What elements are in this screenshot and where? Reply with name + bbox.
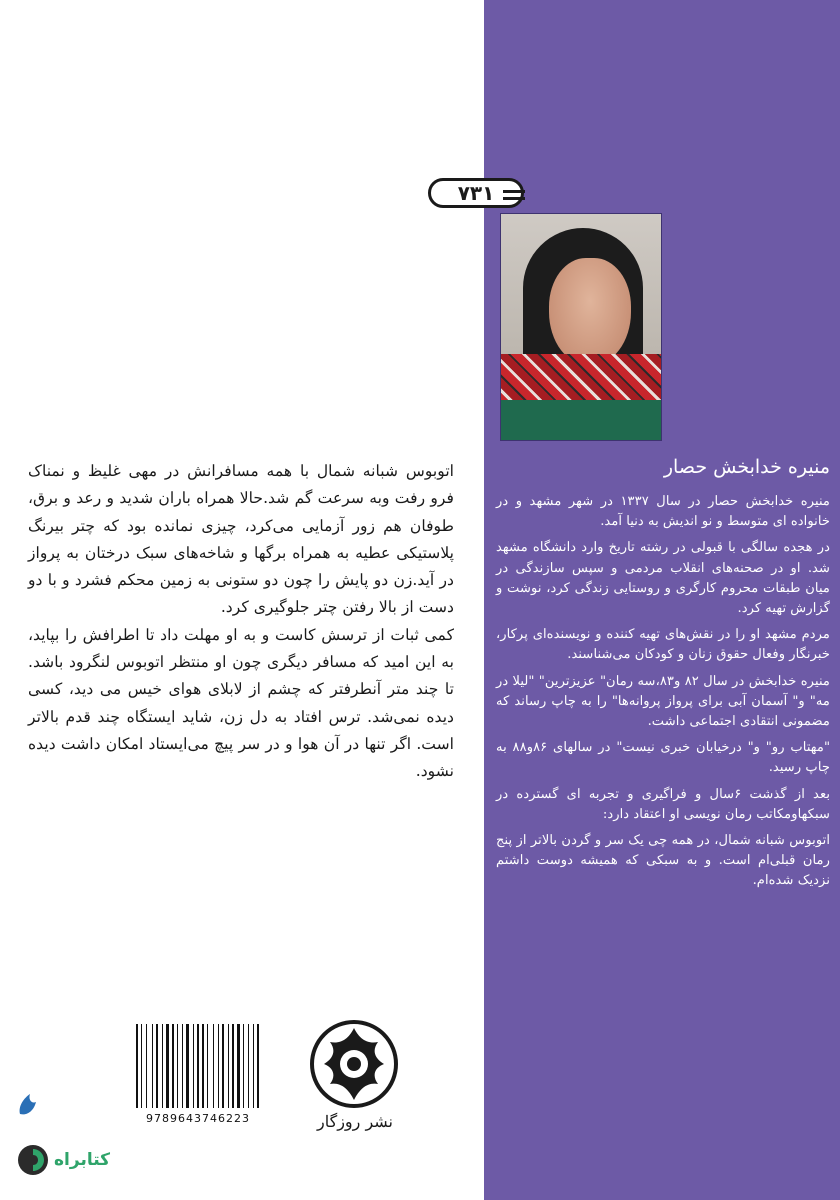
series-number: ۷۳۱ — [457, 181, 495, 205]
book-synopsis — [28, 458, 454, 786]
author-bio — [496, 492, 830, 898]
publisher-name: نشر روزگار — [316, 1112, 394, 1131]
synopsis-paragraph: کمی ثبات از ترسش کاست و به او مهلت داد تا اطرافش را بپاید، به این امید که مسافر دیگری چون او منتظر اتوبوس لنگرود باشد. تا چند متر آنطرفتر که چشم از لابلای هوای خیس می دید، کسی دیده نمی‌شد. ترس افتاد به دل زن، شاید ایستگاه چند قدم بالاتر است. اگر تنها در آن هوا و در سر پیچ می‌ایستاد امکان داشت دیده نشود. — [28, 625, 454, 781]
bio-paragraph: اتوبوس شبانه شمال، در همه چی یک سر و گردن بالاتر از پنج رمان قبلی‌ام است. و به سبکی که همیشه دوست داشتم نزدیک شده‌ام. — [496, 833, 830, 889]
ketabrah-name: کتابراه — [54, 1150, 111, 1170]
bio-paragraph: منیره خدابخش در سال ۸۲ و۸۳،سه رمان" عزیزترین" "لیلا در مه" و" آسمان آبی برای پرواز پروانه‌ها" را به چاپ رساند که مضمونی انتقادی اجتماعی داشت. — [496, 673, 830, 730]
author-name: منیره خدابخش حصار — [663, 456, 830, 478]
bio-paragraph: در هجده سالگی با قبولی در رشته تاریخ وارد دانشگاه مشهد شد. او در صحنه‌های انقلاب مردمی و سپس سازندگی در میان طبقات محروم کارگری و روستایی زندگی کرد، نوشت و گزارش تهیه کرد. — [496, 540, 830, 617]
photo-coat — [501, 400, 662, 441]
photo-scarf — [501, 354, 662, 404]
badge-tail-line — [503, 197, 525, 200]
photo-face — [549, 258, 631, 366]
isbn-barcode — [132, 1022, 264, 1128]
bio-paragraph: منیره خدابخش حصار در سال ۱۳۳۷ در شهر مشهد و در خانواده ای متوسط و نو اندیش به دنیا آمد. — [496, 494, 830, 530]
author-photo — [500, 213, 662, 441]
bio-paragraph: "مهتاب رو" و" درخیابان خبری نیست" در سالهای ۸۶و۸۸ به چاپ رسید. — [496, 740, 831, 776]
barcode-bars — [132, 1022, 264, 1110]
isbn-number: 9789643746223 — [146, 1112, 250, 1125]
publisher-seal-icon — [308, 1018, 400, 1110]
ketabrah-logo — [16, 1138, 126, 1182]
side-mark-icon — [16, 1088, 38, 1118]
series-number-badge — [428, 178, 524, 208]
badge-tail-line — [503, 190, 525, 193]
synopsis-paragraph: اتوبوس شبانه شمال با همه مسافرانش در مهی غلیظ و نمناک فرو رفت وبه سرعت گم شد.حالا همراه باران شدید و رعد و برق، طوفان هم زور آزمایی می‌کرد، چیزی نمانده بود که چتر بیرنگ پلاستیکی عطیه به همراه برگها و شاخه‌های سبک درختان به پرواز در آید.زن دو پایش را چون دو ستونی به زمین محکم فشرد و با دو دست از بالا رفتن چتر جلوگیری کرد. — [28, 462, 454, 617]
bio-paragraph: مردم مشهد او را در نقش‌های تهیه کننده و نویسنده‌ای پرکار، خبرنگار وفعال حقوق زنان و کودکان می‌شناسند. — [496, 627, 830, 663]
ketabrah-logo-icon — [16, 1143, 50, 1177]
bio-paragraph: بعد از گذشت ۶سال و فراگیری و تجربه ای گسترده در سبکهاومکاتب رمان نویسی او اعتقاد دارد: — [496, 786, 830, 822]
